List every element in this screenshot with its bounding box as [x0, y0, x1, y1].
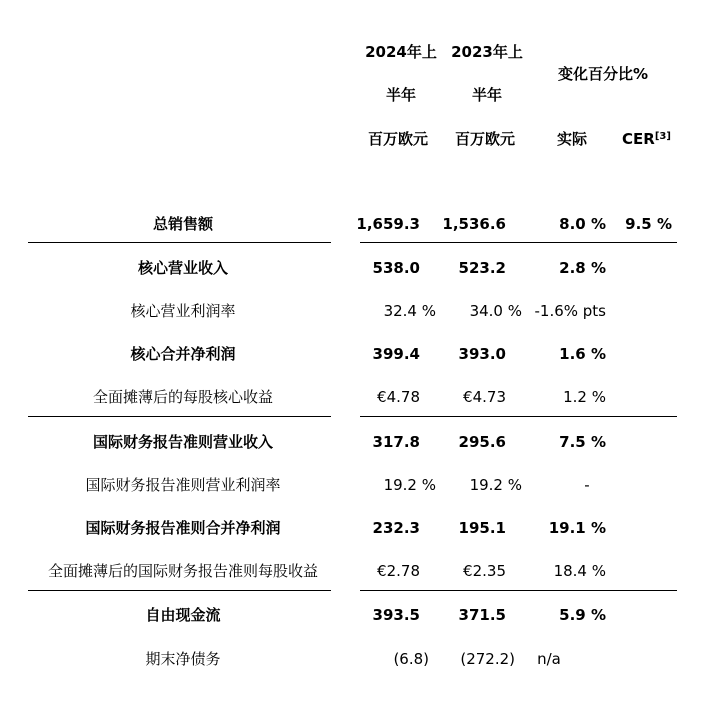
header-h1-2023-line2: 半年	[471, 86, 503, 104]
row-value-ifrs-operating-income-2024: 317.8	[372, 433, 420, 451]
row-value-core-operating-income-2023: 523.2	[458, 259, 506, 277]
row-value-core-net-profit-2023: 393.0	[458, 345, 506, 363]
header-actual: 实际	[556, 130, 588, 148]
header-h1-2024-unit: 百万欧元	[367, 130, 429, 148]
header-h1-2023-unit: 百万欧元	[454, 130, 516, 148]
header-change-percent: 变化百分比%	[557, 65, 649, 83]
row-value-total-sales-actual: 8.0 %	[559, 215, 606, 233]
row-label-total-sales: 总销售额	[152, 215, 214, 233]
row-label-core-operating-margin: 核心营业利润率	[130, 302, 236, 320]
row-value-ifrs-operating-margin-actual: -	[584, 476, 590, 494]
row-value-ifrs-net-profit-2024: 232.3	[372, 519, 420, 537]
row-value-core-net-profit-actual: 1.6 %	[559, 345, 606, 363]
header-cer-label: CER	[622, 130, 655, 148]
row-value-core-operating-income-actual: 2.8 %	[559, 259, 606, 277]
row-label-ifrs-operating-income: 国际财务报告准则营业收入	[92, 433, 274, 451]
header-cer	[622, 130, 671, 148]
row-value-ifrs-operating-income-2023: 295.6	[458, 433, 506, 451]
header-h1-2024-line1: 2024年上	[365, 43, 437, 61]
row-value-ifrs-net-profit-actual: 19.1 %	[548, 519, 606, 537]
row-value-ifrs-operating-margin-2024: 19.2 %	[383, 476, 436, 494]
row-value-core-eps-actual: 1.2 %	[563, 388, 606, 406]
header-h1-2024-line2: 半年	[385, 86, 417, 104]
divider-right-1	[360, 242, 677, 243]
row-value-core-eps-2023: €4.73	[463, 388, 506, 406]
row-value-ifrs-eps-2023: €2.35	[463, 562, 506, 580]
row-label-ifrs-operating-margin: 国际财务报告准则营业利润率	[85, 476, 281, 494]
row-label-ifrs-eps: 全面摊薄后的国际财务报告准则每股收益	[47, 562, 319, 580]
row-value-core-operating-income-2024: 538.0	[372, 259, 420, 277]
divider-left-3	[28, 590, 331, 591]
row-value-ifrs-net-profit-2023: 195.1	[458, 519, 506, 537]
row-value-core-net-profit-2024: 399.4	[372, 345, 420, 363]
divider-left-1	[28, 242, 331, 243]
row-value-ifrs-eps-actual: 18.4 %	[553, 562, 606, 580]
header-h1-2023-line1: 2023年上	[451, 43, 523, 61]
row-value-total-sales-2024: 1,659.3	[356, 215, 420, 233]
divider-left-2	[28, 416, 331, 417]
row-value-free-cash-flow-2023: 371.5	[458, 606, 506, 624]
row-value-core-operating-margin-actual: -1.6% pts	[534, 302, 606, 320]
row-value-free-cash-flow-actual: 5.9 %	[559, 606, 606, 624]
row-label-free-cash-flow: 自由现金流	[145, 606, 221, 624]
row-value-core-eps-2024: €4.78	[377, 388, 420, 406]
row-value-total-sales-cer: 9.5 %	[625, 215, 672, 233]
row-label-net-debt: 期末净债务	[145, 650, 221, 668]
divider-right-2	[360, 416, 677, 417]
row-value-net-debt-2024: (6.8)	[393, 650, 429, 668]
divider-right-3	[360, 590, 677, 591]
row-value-free-cash-flow-2024: 393.5	[372, 606, 420, 624]
row-value-core-operating-margin-2023: 34.0 %	[469, 302, 522, 320]
row-label-core-net-profit: 核心合并净利润	[130, 345, 236, 363]
row-value-ifrs-eps-2024: €2.78	[377, 562, 420, 580]
row-value-ifrs-operating-margin-2023: 19.2 %	[469, 476, 522, 494]
row-label-core-operating-income: 核心营业收入	[137, 259, 229, 277]
row-label-ifrs-net-profit: 国际财务报告准则合并净利润	[85, 519, 281, 537]
row-value-net-debt-actual: n/a	[537, 650, 561, 668]
row-value-ifrs-operating-income-actual: 7.5 %	[559, 433, 606, 451]
row-label-core-eps: 全面摊薄后的每股核心收益	[92, 388, 274, 406]
row-value-total-sales-2023: 1,536.6	[442, 215, 506, 233]
row-value-core-operating-margin-2024: 32.4 %	[383, 302, 436, 320]
row-value-net-debt-2023: (272.2)	[460, 650, 515, 668]
cer-footnote-marker: [3]	[654, 131, 671, 142]
